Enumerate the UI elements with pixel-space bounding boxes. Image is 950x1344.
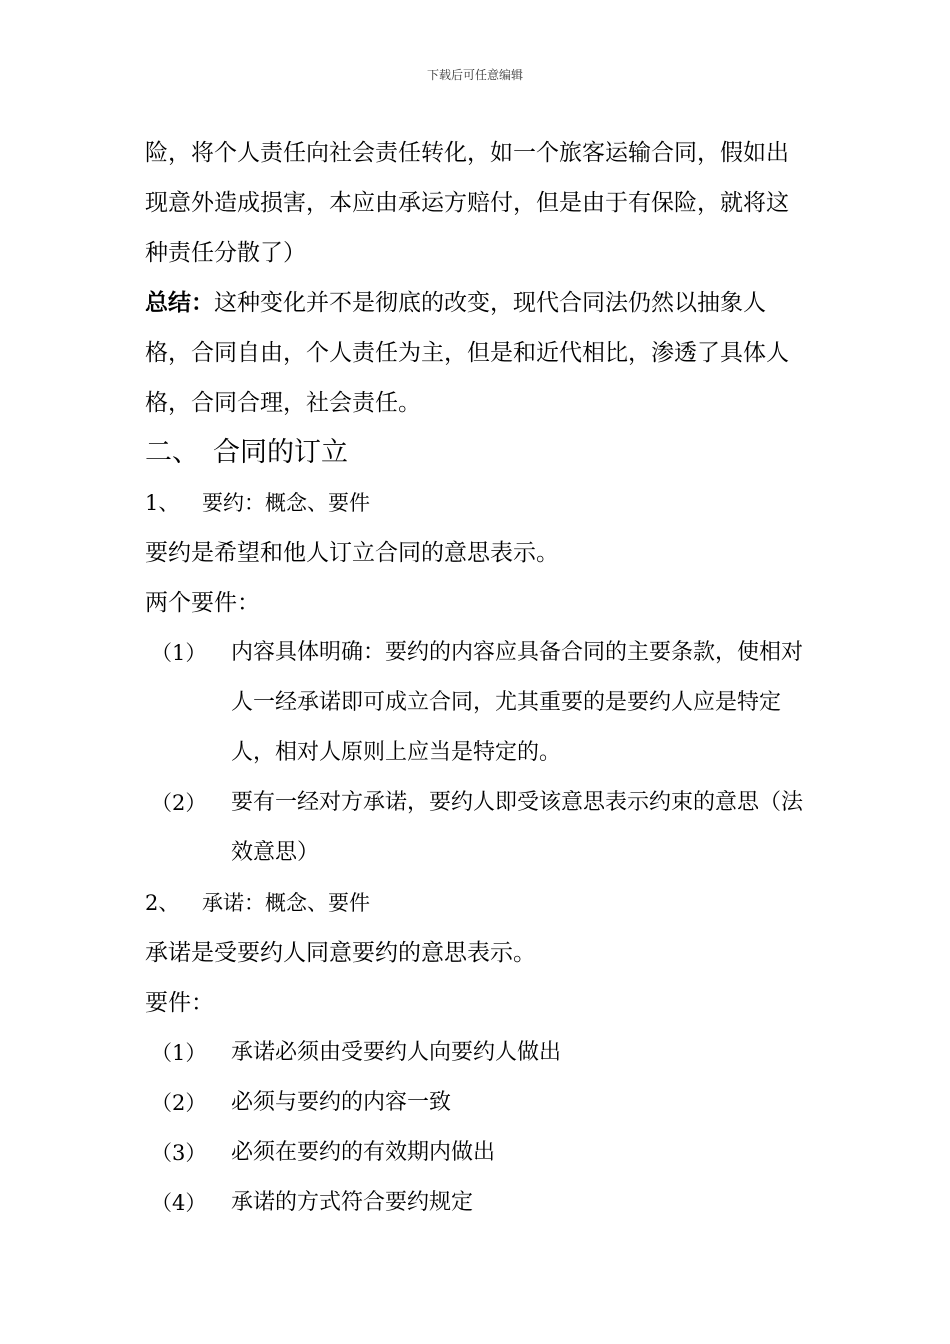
list-item-text: 必须与要约的内容一致: [231, 1090, 452, 1115]
list-item-text: 内容具体明确：要约的内容应具备合同的主要条款，使相对人一经承诺即可成立合同，尤其重要的是要约人应是特定人，相对人原则上应当是特定的。: [231, 640, 804, 765]
section-title: 合同的订立: [213, 437, 348, 468]
list-item-number: （3）: [151, 1141, 207, 1165]
acceptance-requirements-label: 要件：: [145, 990, 214, 1016]
acceptance-definition: 承诺是受要约人同意要约的意思表示。: [145, 940, 536, 966]
list-item: [145, 778, 807, 878]
list-item: [145, 1078, 807, 1128]
list-item-text: 要有一经对方承诺，要约人即受该意思表示约束的意思（法效意思）: [231, 790, 804, 865]
offer-requirements-label: 两个要件：: [145, 590, 260, 616]
list-item-text: 承诺必须由受要约人向要约人做出: [231, 1040, 562, 1065]
acceptance-title: 承诺：概念、要件: [202, 891, 370, 915]
summary-label: 总结：: [145, 289, 214, 316]
paragraph-continuation: 险，将个人责任向社会责任转化，如一个旅客运输合同，假如出现意外造成损害，本应由承运方赔付，但是由于有保险，就将这种责任分散了）: [145, 140, 789, 266]
offer-heading: [145, 478, 807, 528]
summary-paragraph: [145, 278, 807, 428]
list-item-number: （2）: [151, 1091, 207, 1115]
offer-definition: 要约是希望和他人订立合同的意思表示。: [145, 540, 559, 566]
list-item: [145, 1028, 807, 1078]
list-item-number: （1）: [151, 1041, 207, 1065]
page-header: 下载后可任意编辑: [426, 68, 523, 82]
list-item-text: 必须在要约的有效期内做出: [231, 1140, 496, 1165]
list-item: [145, 1178, 807, 1228]
offer-title: 要约：概念、要件: [202, 491, 370, 515]
document-body: [145, 128, 807, 1228]
offer-number: 1、: [145, 491, 180, 515]
section-number: 二、: [145, 437, 199, 468]
section-heading: [145, 428, 807, 478]
list-item-number: （4）: [151, 1191, 207, 1215]
acceptance-number: 2、: [145, 891, 180, 915]
list-item-number: （1）: [151, 641, 207, 665]
summary-text: 这种变化并不是彻底的改变，现代合同法仍然以抽象人格，合同自由，个人责任为主，但是和近代相比，渗透了具体人格，合同合理，社会责任。: [145, 290, 789, 416]
list-item-number: （2）: [151, 791, 207, 815]
list-item: [145, 1128, 807, 1178]
list-item: [145, 628, 807, 778]
list-item-text: 承诺的方式符合要约规定: [231, 1190, 474, 1215]
acceptance-heading: [145, 878, 807, 928]
